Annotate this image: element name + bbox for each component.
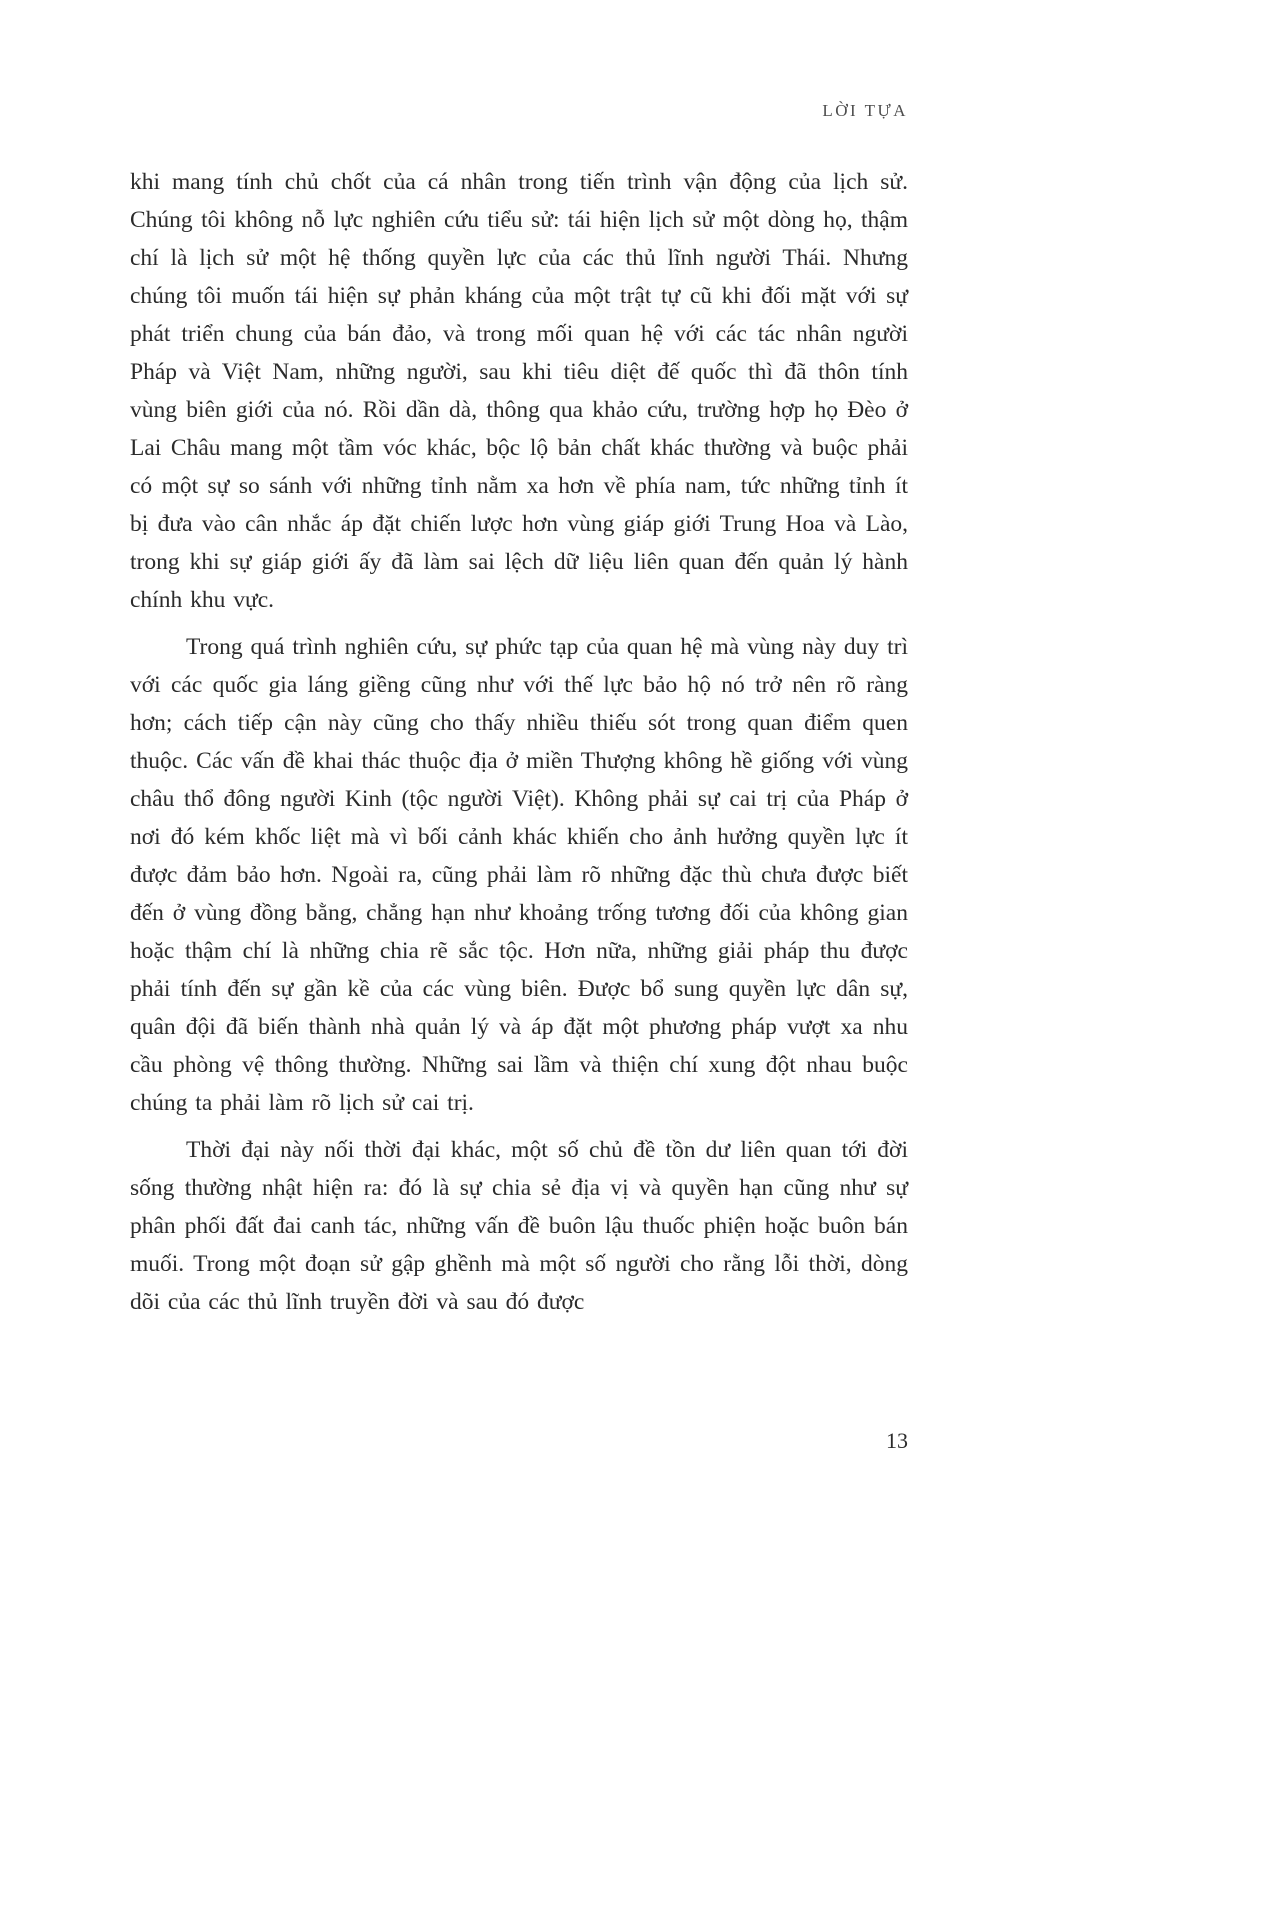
body-text <box>130 163 908 1321</box>
paragraph: khi mang tính chủ chốt của cá nhân trong tiến trình vận động của lịch sử. Chúng tôi không nỗ lực nghiên cứu tiểu sử: tái hiện lịch sử một dòng họ, thậm chí là lịch sử một hệ thống quyền lực của các thủ lĩnh người Thái. Nhưng chúng tôi muốn tái hiện sự phản kháng của một trật tự cũ khi đối mặt với sự phát triển chung của bán đảo, và trong mối quan hệ với các tác nhân người Pháp và Việt Nam, những người, sau khi tiêu diệt đế quốc thì đã thôn tính vùng biên giới của nó. Rồi dần dà, thông qua khảo cứu, trường hợp họ Đèo ở Lai Châu mang một tầm vóc khác, bộc lộ bản chất khác thường và buộc phải có một sự so sánh với những tỉnh nằm xa hơn về phía nam, tức những tỉnh ít bị đưa vào cân nhắc áp đặt chiến lược hơn vùng giáp giới Trung Hoa và Lào, trong khi sự giáp giới ấy đã làm sai lệch dữ liệu liên quan đến quản lý hành chính khu vực. <box>130 169 908 613</box>
paragraph: Trong quá trình nghiên cứu, sự phức tạp của quan hệ mà vùng này duy trì với các quốc gia láng giềng cũng như với thế lực bảo hộ nó trở nên rõ ràng hơn; cách tiếp cận này cũng cho thấy nhiều thiếu sót trong quan điểm quen thuộc. Các vấn đề khai thác thuộc địa ở miền Thượng không hề giống với vùng châu thổ đông người Kinh (tộc người Việt). Không phải sự cai trị của Pháp ở nơi đó kém khốc liệt mà vì bối cảnh khác khiến cho ảnh hưởng quyền lực ít được đảm bảo hơn. Ngoài ra, cũng phải làm rõ những đặc thù chưa được biết đến ở vùng đồng bằng, chẳng hạn như khoảng trống tương đối của không gian hoặc thậm chí là những chia rẽ sắc tộc. Hơn nữa, những giải pháp thu được phải tính đến sự gần kề của các vùng biên. Được bổ sung quyền lực dân sự, quân đội đã biến thành nhà quản lý và áp đặt một phương pháp vượt xa nhu cầu phòng vệ thông thường. Những sai lầm và thiện chí xung đột nhau buộc chúng ta phải làm rõ lịch sử cai trị. <box>130 634 908 1116</box>
running-head: LỜI TỰA <box>822 101 908 120</box>
page-number: 13 <box>886 1428 908 1453</box>
paragraph: Thời đại này nối thời đại khác, một số chủ đề tồn dư liên quan tới đời sống thường nhật hiện ra: đó là sự chia sẻ địa vị và quyền hạn cũng như sự phân phối đất đai canh tác, những vấn đề buôn lậu thuốc phiện hoặc buôn bán muối. Trong một đoạn sử gập ghềnh mà một số người cho rằng lỗi thời, dòng dõi của các thủ lĩnh truyền đời và sau đó được <box>130 1137 908 1315</box>
